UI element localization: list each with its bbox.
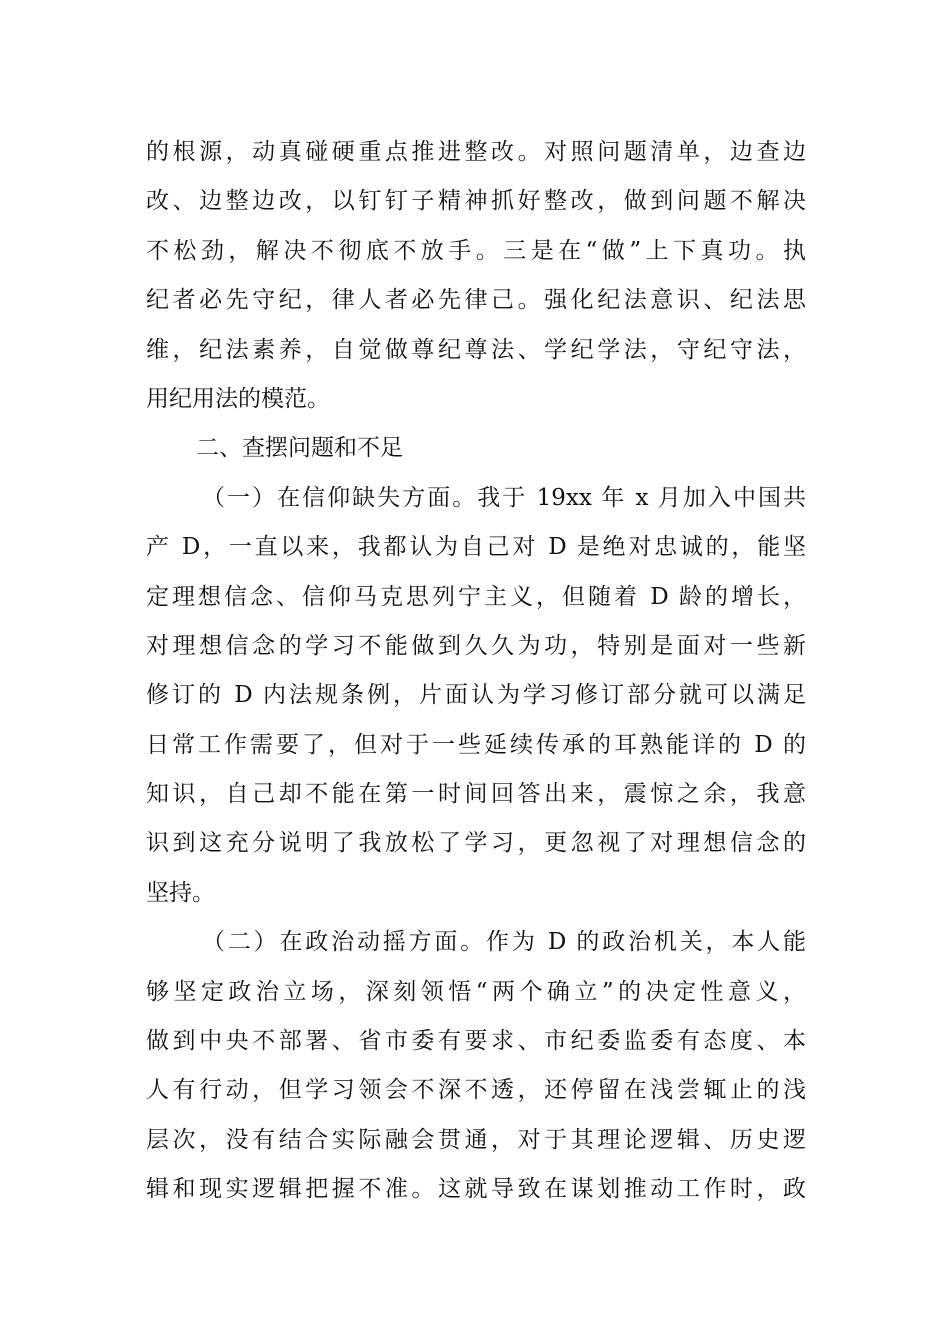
paragraph-line: （二）在政治动摇方面。作为 D 的政治机关，本人能 — [202, 929, 806, 956]
paragraph-line: 够坚定政治立场，深刻领悟“两个确立”的决定性意义， — [146, 978, 806, 1005]
document-body — [146, 128, 806, 1215]
paragraph-line: 人有行动，但学习领会不深不透，还停留在浅尝辄止的浅 — [146, 1077, 806, 1104]
paragraph-line: 对理想信念的学习不能做到久久为功，特别是面对一些新 — [146, 632, 806, 659]
paragraph-line: 修订的 D 内法规条例，片面认为学习修订部分就可以满足 — [146, 682, 806, 709]
paragraph-line: 日常工作需要了，但对于一些延续传承的耳熟能详的 D 的 — [146, 731, 806, 758]
paragraph-line: 的根源，动真碰硬重点推进整改。对照问题清单，边查边 — [146, 139, 806, 165]
paragraph-line: （一）在信仰缺失方面。我于 19xx 年 x 月加入中国共 — [202, 484, 806, 511]
paragraph-line: 纪者必先守纪，律人者必先律己。强化纪法意识、纪法思 — [146, 287, 806, 314]
paragraph-line: 用纪用法的模范。 — [146, 385, 330, 412]
paragraph-line: 知识，自己却不能在第一时间回答出来，震惊之余，我意 — [146, 781, 806, 808]
section-heading: 二、查摆问题和不足 — [196, 435, 403, 462]
paragraph-line: 识到这充分说明了我放松了学习，更忽视了对理想信念的 — [146, 830, 806, 857]
paragraph-line: 定理想信念、信仰马克思列宁主义，但随着 D 龄的增长， — [146, 583, 806, 610]
paragraph-line: 产 D，一直以来，我都认为自己对 D 是绝对忠诚的，能坚 — [146, 534, 806, 561]
paragraph-line: 坚持。 — [146, 879, 215, 906]
paragraph-line: 改、边整边改，以钉钉子精神抓好整改，做到问题不解决 — [146, 188, 806, 215]
paragraph-line: 层次，没有结合实际融会贯通，对于其理论逻辑、历史逻 — [146, 1126, 806, 1153]
paragraph-line: 辑和现实逻辑把握不准。这就导致在谋划推动工作时，政 — [146, 1176, 806, 1203]
paragraph-line: 维，纪法素养，自觉做尊纪尊法、学纪学法，守纪守法， — [146, 336, 806, 363]
paragraph-line: 做到中央不部署、省市委有要求、市纪委监委有态度、本 — [146, 1028, 806, 1055]
paragraph-line: 不松劲，解决不彻底不放手。三是在“做”上下真功。执 — [146, 237, 806, 264]
